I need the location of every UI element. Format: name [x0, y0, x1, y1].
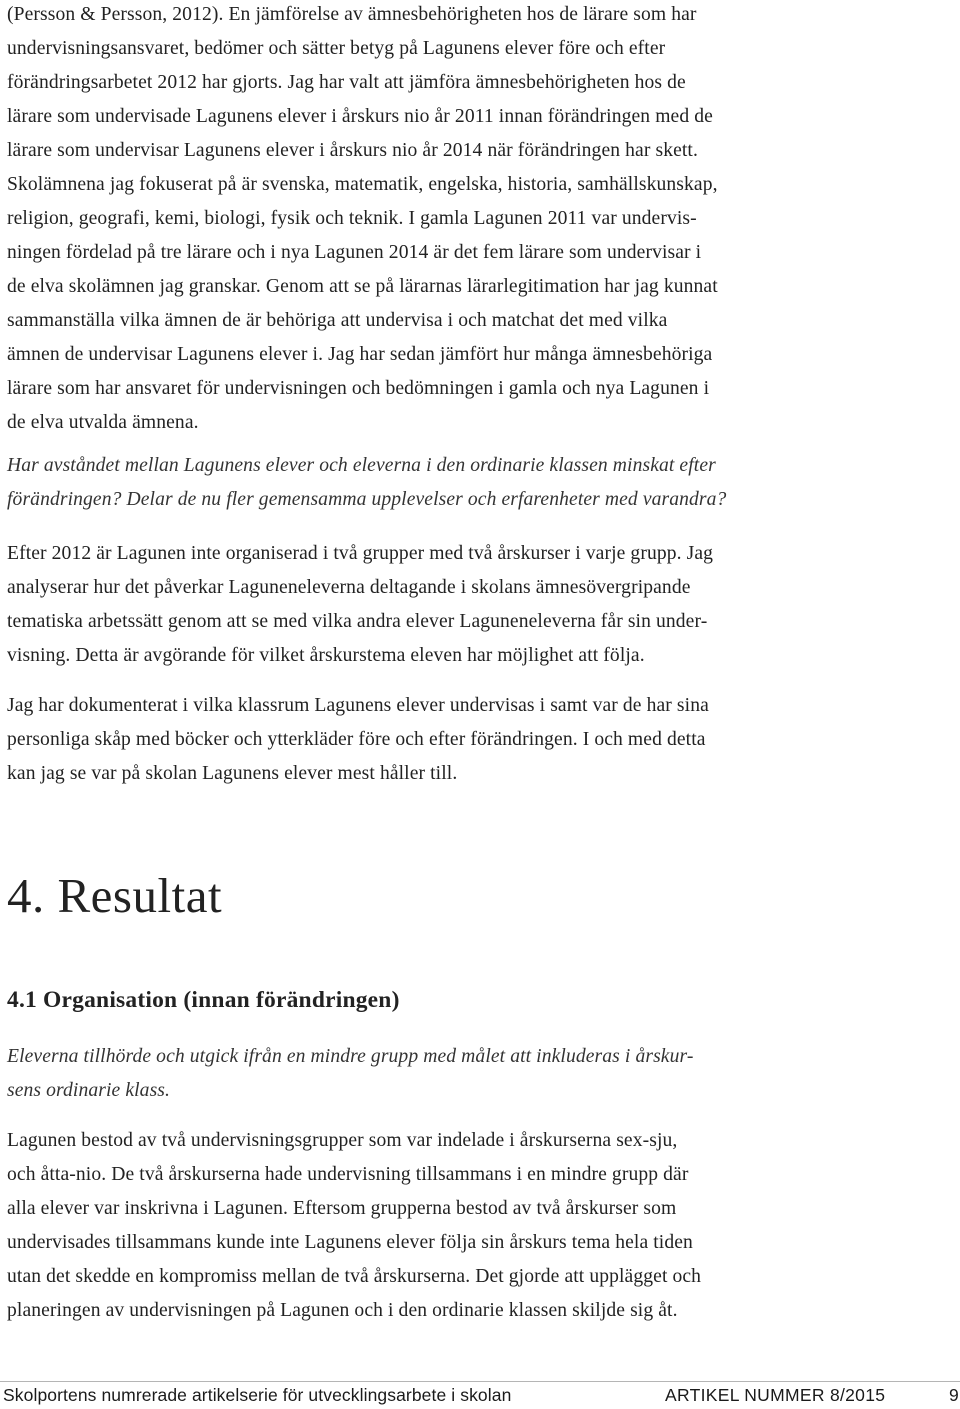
text-line: lärare som undervisar Lagunens elever i årskurs nio år 2014 när förändringen har skett. [7, 140, 698, 161]
text-line: analyserar hur det påverkar Laguneneleverna deltagande i skolans ämnesövergripande [7, 577, 691, 598]
body-paragraph-organisation [7, 537, 857, 673]
text-line: lärare som undervisade Lagunens elever i årskurs nio år 2011 innan förändringen med de [7, 106, 713, 127]
text-line: ningen fördelad på tre lärare och i nya Lagunen 2014 är det fem lärare som undervisar i [7, 242, 702, 263]
text-line: Efter 2012 är Lagunen inte organiserad i två grupper med två årskurser i varje grupp. Jag [7, 543, 714, 564]
body-paragraph-classrooms [7, 689, 857, 791]
text-line: planeringen av undervisningen på Lagunen och i den ordinarie klassen skiljde sig åt. [7, 1300, 678, 1321]
text-line: utan det skedde en kompromiss mellan de två årskurserna. Det gjorde att upplägget och [7, 1266, 702, 1287]
text-line: undervisningsansvaret, bedömer och sätter betyg på Lagunens elever före och efter [7, 38, 666, 59]
body-paragraph-groups [7, 1124, 857, 1328]
footer-series-title: Skolportens numrerade artikelserie för utvecklingsarbete i skolan [3, 1385, 512, 1405]
text-line: undervisades tillsammans kunde inte Lagunens elever följa sin årskurs tema hela tiden [7, 1232, 693, 1253]
text-line: (Persson & Persson, 2012). En jämförelse av ämnesbehörigheten hos de lärare som har [7, 4, 697, 25]
footer-divider [0, 1381, 960, 1382]
page-number: 9 [949, 1385, 959, 1405]
section-heading: 4. Resultat [7, 868, 223, 923]
body-paragraph-method [7, 0, 857, 440]
text-line: förändringsarbetet 2012 har gjorts. Jag har valt att jämföra ämnesbehörigheten hos de [7, 72, 686, 93]
text-line: visning. Detta är avgörande för vilket årskurstema eleven har möjlighet att följa. [7, 645, 645, 666]
page-footer [0, 1381, 960, 1409]
text-line: och åtta-nio. De två årskurserna hade undervisning tillsammans i en mindre grupp där [7, 1164, 689, 1185]
text-line: Skolämnena jag fokuserat på är svenska, matematik, engelska, historia, samhällskunskap, [7, 174, 718, 195]
text-line: de elva utvalda ämnena. [7, 412, 199, 433]
text-line: kan jag se var på skolan Lagunens elever mest håller till. [7, 763, 458, 784]
text-line: Eleverna tillhörde och utgick ifrån en mindre grupp med målet att inkluderas i årskur- [7, 1046, 694, 1067]
text-line: alla elever var inskrivna i Lagunen. Eftersom grupperna bestod av två årskurser som [7, 1198, 677, 1219]
text-line: sammanställa vilka ämnen de är behöriga att undervisa i och matchat det med vilka [7, 310, 668, 331]
text-line: tematiska arbetssätt genom att se med vilka andra elever Laguneneleverna får sin under- [7, 611, 708, 632]
text-line: ämnen de undervisar Lagunens elever i. Jag har sedan jämfört hur många ämnesbehöriga [7, 344, 713, 365]
text-line: Jag har dokumenterat i vilka klassrum Lagunens elever undervisas i samt var de har sina [7, 695, 709, 716]
text-line: lärare som har ansvaret för undervisningen och bedömningen i gamla och nya Lagunen i [7, 378, 710, 399]
footer-article-number: ARTIKEL NUMMER 8/2015 [665, 1385, 886, 1405]
text-line: Har avståndet mellan Lagunens elever och eleverna i den ordinarie klassen minskat efter [7, 455, 716, 476]
text-line: personliga skåp med böcker och ytterkläder före och efter förändringen. I och med detta [7, 729, 706, 750]
text-line: de elva skolämnen jag granskar. Genom att se på lärarnas lärarlegitimation har jag kunnat [7, 276, 718, 297]
research-question [7, 449, 857, 517]
text-line: Lagunen bestod av två undervisningsgrupper som var indelade i årskurserna sex-sju, [7, 1130, 678, 1151]
text-line: förändringen? Delar de nu fler gemensamma upplevelser och erfarenheter med varandra? [7, 489, 727, 510]
text-line: religion, geografi, kemi, biologi, fysik och teknik. I gamla Lagunen 2011 var undervis- [7, 208, 697, 229]
subsection-lead [7, 1040, 857, 1108]
text-line: sens ordinarie klass. [7, 1080, 171, 1101]
subsection-heading: 4.1 Organisation (innan förändringen) [7, 987, 400, 1013]
